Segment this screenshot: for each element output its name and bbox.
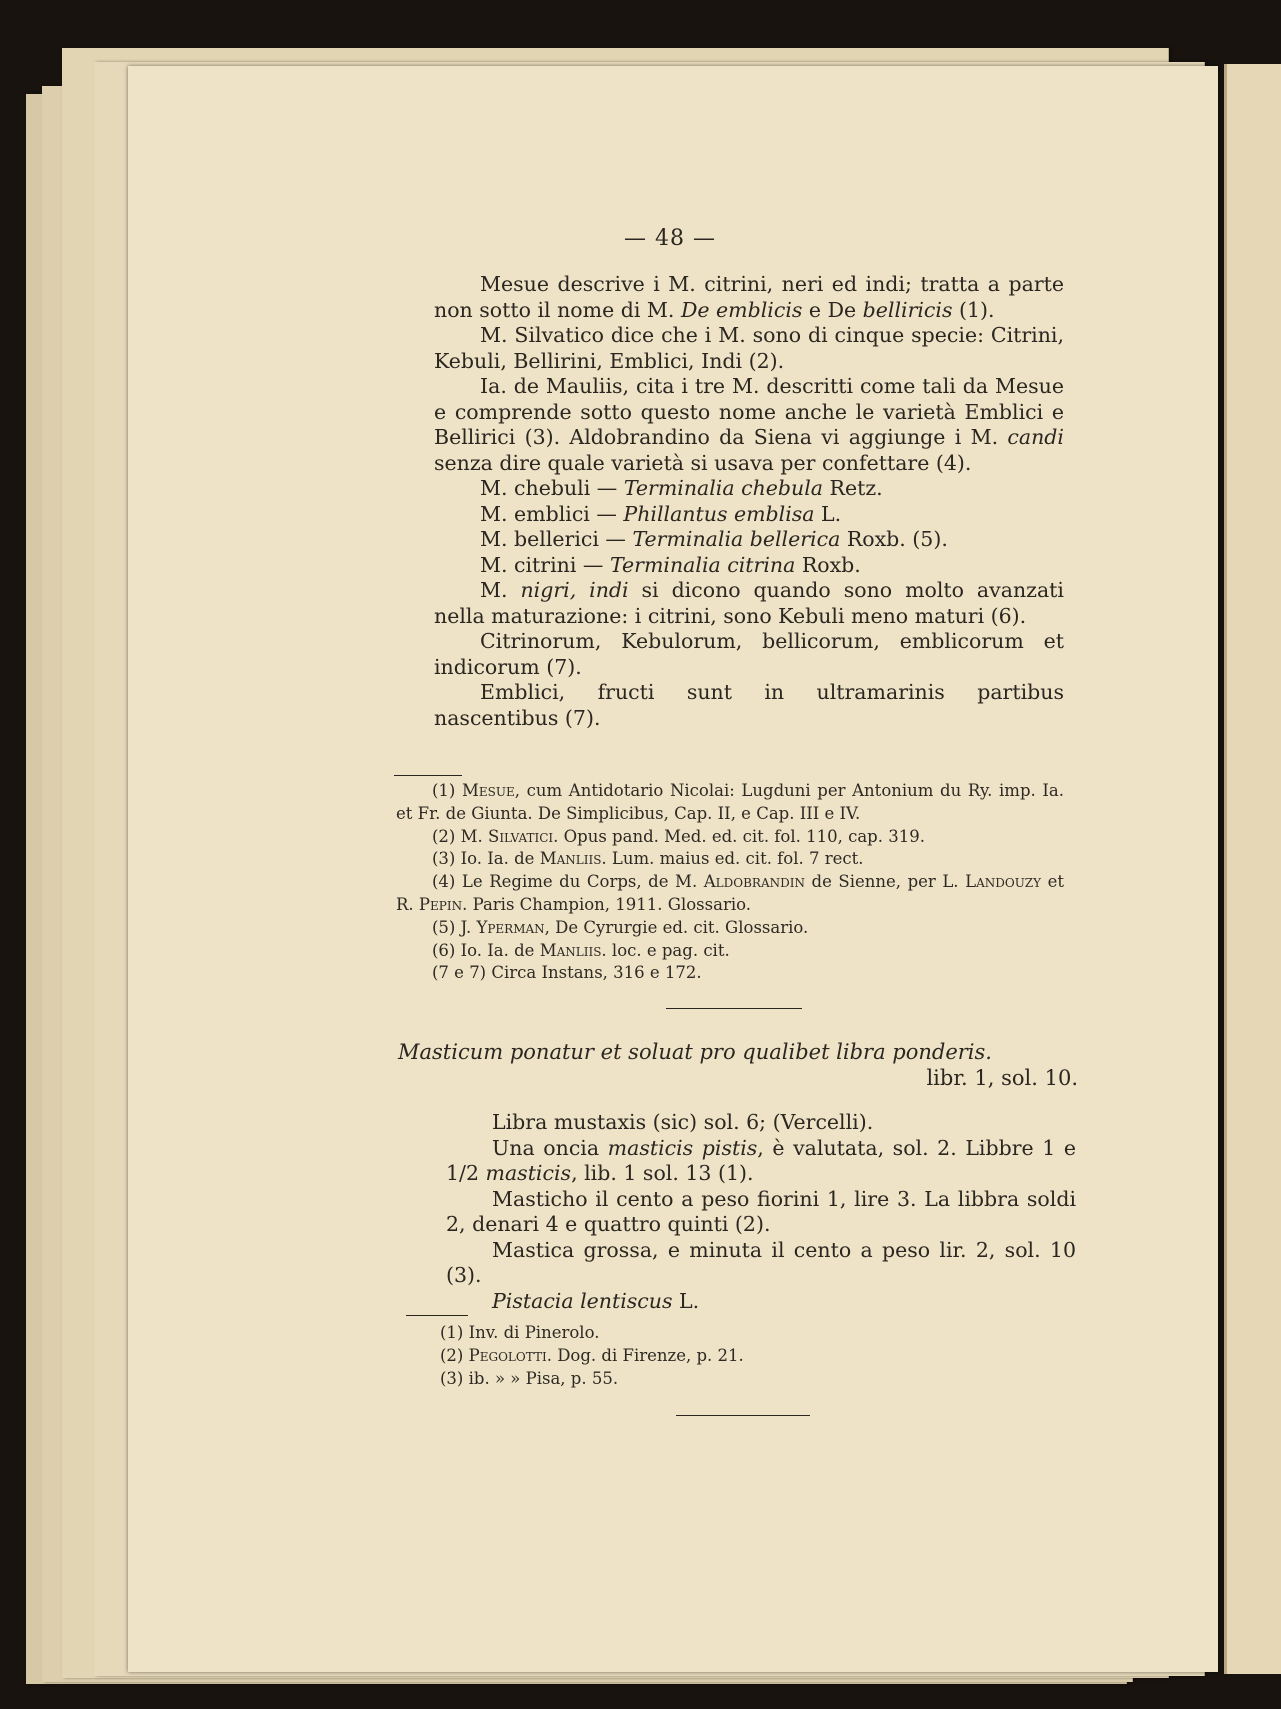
paragraph [434, 374, 1064, 476]
text-run: Mesue [462, 781, 515, 800]
paragraph [434, 578, 1064, 629]
text-run: (2) [440, 1345, 469, 1365]
paragraph [434, 629, 1064, 680]
text-run: masticis [485, 1161, 572, 1185]
section2-body [446, 1110, 1076, 1314]
text-run: (2) M. [432, 826, 489, 846]
section2-footnotes [440, 1322, 940, 1390]
text-run: L. [814, 501, 842, 526]
page-number: — 48 — [624, 226, 716, 251]
text-run: Pistacia lentiscus [492, 1288, 673, 1313]
text-run: Mesue descrive i M. citrini, neri ed indi; tratta a parte non sotto il nome di M. [434, 272, 1064, 322]
text-run: . Opus pand. Med. ed. cit. fol. 110, cap. 319. [553, 826, 925, 846]
text-run: , è valutata, sol. 2. Libbre 1 e 1/2 [446, 1135, 1076, 1185]
text-run: , cum Antidotario Nicolai: Lugduni per Antonium du Ry. imp. Ia. et Fr. de Giunta. De Simplicibus, Cap. II, e Cap. III e IV. [396, 781, 1064, 823]
text-run: M. emblici — [480, 501, 624, 526]
text-run: e De [802, 297, 863, 322]
paragraph [434, 680, 1064, 731]
text-run: de Sienne, per L. [805, 872, 966, 892]
text-run: . Paris Champion, 1911. Glossario. [462, 894, 751, 914]
text-run: (3) Io. Ia. de [432, 849, 540, 869]
text-run: (1) [432, 781, 463, 800]
text-run: (3) ib. » » Pisa, p. 55. [440, 1368, 619, 1388]
paragraph [446, 1238, 1076, 1289]
footnote [440, 1368, 940, 1391]
text-run: belliricis [862, 297, 953, 322]
text-run: Libra mustaxis (sic) sol. 6; (Vercelli). [492, 1110, 874, 1134]
text-run: Silvatici [488, 826, 554, 846]
text-run: (1) Inv. di Pinerolo. [440, 1323, 600, 1342]
text-run: candi [1007, 425, 1064, 449]
footnote-rule-1 [394, 775, 462, 776]
text-run: (4) Le Regime du Corps, de M. [432, 872, 704, 892]
footnote [440, 1322, 940, 1345]
section-divider-1 [666, 1008, 802, 1009]
text-run: masticis pistis [607, 1135, 758, 1160]
text-run: Emblici, fructi sunt in ultramarinis partibus nascentibus (7). [434, 680, 1064, 730]
text-run: (6) Io. Ia. de [432, 940, 540, 960]
text-run: Pepin [418, 894, 463, 914]
paragraph [434, 272, 1064, 323]
section1-body [434, 272, 1064, 731]
text-run: Masticho il cento a peso fiorini 1, lire 3. La libbra soldi 2, denari 4 e quattro quinti (2). [446, 1186, 1076, 1236]
text-run: Manliis [539, 849, 602, 869]
text-run: Terminalia citrina [609, 552, 796, 577]
footnote [396, 848, 1064, 871]
footnote [396, 871, 1064, 917]
paragraph [446, 1110, 1076, 1136]
text-run: senza dire quale varietà si usava per confettare (4). [434, 450, 972, 475]
text-run: M. Silvatico dice che i M. sono di cinque specie: Citrini, Kebuli, Bellirini, Emblici, Indi (2). [434, 323, 1064, 373]
text-run: , De Cyrurgie ed. cit. Glossario. [544, 917, 809, 937]
footnote [396, 917, 1064, 940]
text-run: et R. [396, 872, 1065, 914]
text-run: Landouzy [965, 872, 1042, 892]
text-run: Retz. [823, 476, 883, 500]
text-run: Yperman [476, 917, 545, 937]
masticum-price: libr. 1, sol. 10. [926, 1065, 1078, 1090]
footnote [396, 780, 1064, 826]
footnote [396, 962, 1064, 985]
text-run: (5) J. [432, 917, 477, 937]
text-run: Phillantus emblisa [623, 501, 815, 526]
paragraph [434, 527, 1064, 553]
text-run: L. [672, 1288, 700, 1313]
paragraph [434, 476, 1064, 502]
paragraph [446, 1187, 1076, 1238]
masticum-heading: Masticum ponatur et soluat pro qualibet libra ponderis. [398, 1040, 992, 1064]
footnote [396, 826, 1064, 849]
text-run: Terminalia bellerica [632, 527, 841, 551]
text-run: Mastica grossa, e minuta il cento a peso lir. 2, sol. 10 (3). [446, 1237, 1076, 1287]
text-run: . Lum. maius ed. cit. fol. 7 rect. [601, 849, 864, 869]
text-run: De emblicis [680, 297, 803, 322]
text-run: Roxb. (5). [840, 527, 948, 551]
text-run: nigri, indi [520, 578, 629, 602]
text-run: . loc. e pag. cit. [601, 940, 730, 960]
paragraph [434, 323, 1064, 374]
footnote [396, 940, 1064, 963]
paragraph [446, 1136, 1076, 1187]
text-run: Ia. de Mauliis, cita i tre M. descritti come tali da Mesue e comprende sotto questo nome anche le varietà Emblici e Bellirici (3). Aldobrandino da Siena vi aggiunge i M. [434, 374, 1064, 449]
text-run: Aldobrandin [703, 872, 805, 892]
text-run: Pegolotti [468, 1345, 547, 1365]
footnote-rule-2 [406, 1315, 468, 1316]
paragraph [434, 553, 1064, 579]
text-run: (1). [952, 297, 995, 322]
text-run: M. bellerici — [480, 527, 633, 551]
section-divider-2 [676, 1415, 810, 1416]
facing-page-edge [1224, 64, 1281, 1674]
text-run: , lib. 1 sol. 13 (1). [571, 1161, 754, 1185]
text-run: Citrinorum, Kebulorum, bellicorum, emblicorum et indicorum (7). [434, 629, 1064, 679]
text-run: (7 e 7) Circa Instans, 316 e 172. [432, 963, 702, 983]
footnote [440, 1345, 940, 1368]
text-run: si dicono quando sono molto avanzati nella maturazione: i citrini, sono Kebuli meno maturi (6). [434, 578, 1064, 628]
text-run: . Dog. di Firenze, p. 21. [546, 1345, 744, 1365]
text-run: M. chebuli — [480, 476, 624, 500]
section2-heading [398, 1040, 1078, 1091]
text-run: Una oncia [492, 1135, 608, 1160]
text-run: M. [480, 578, 521, 602]
paragraph [434, 502, 1064, 528]
text-run: Manliis [539, 940, 602, 960]
paragraph [446, 1289, 1076, 1315]
section1-footnotes [396, 780, 1064, 985]
text-run: M. citrini — [480, 552, 610, 577]
text-run: Roxb. [795, 552, 861, 577]
text-run: Terminalia chebula [623, 476, 824, 500]
